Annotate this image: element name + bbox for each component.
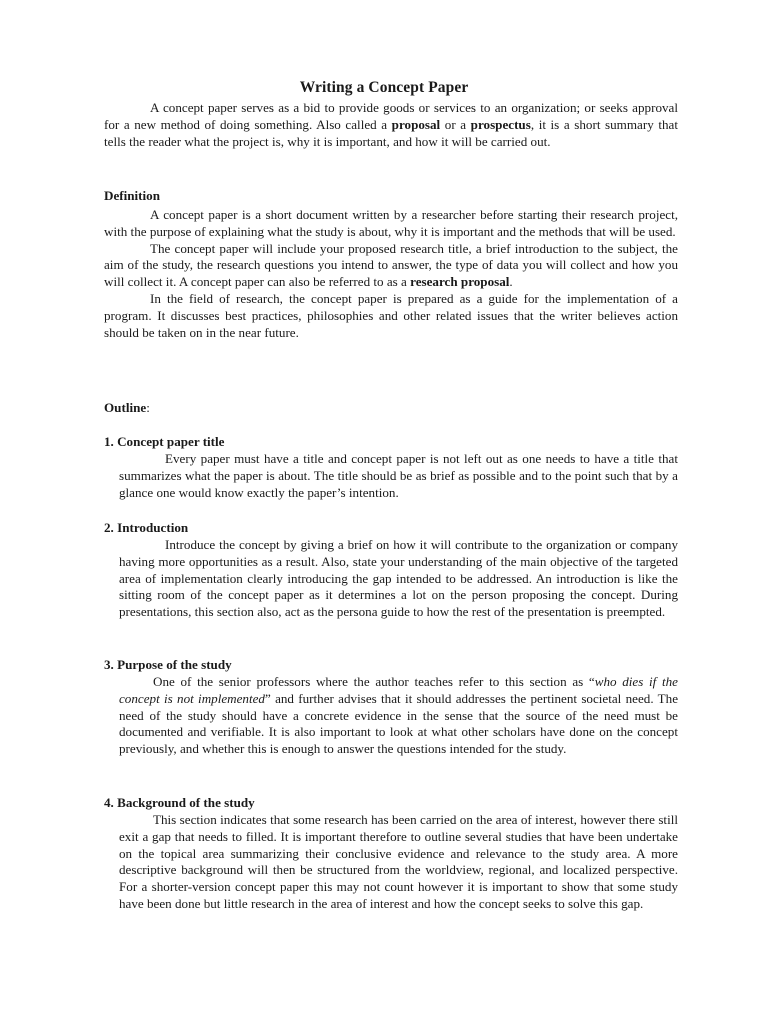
definition-text-2a: The concept paper will include your proposed research title, a brief introduction to the subject, the aim of the study, the research questions you intend to answer, the type of data you will collect and how you will collect it. A concept paper can also be referred to as a: [104, 240, 678, 290]
intro-text-or: or a: [440, 116, 471, 132]
section-2-paragraph: Introduce the concept by giving a brief on how it will contribute to the organization or company having more opportunities as a result. Also, state your understanding of the main objective of the targeted area of implementation clearly introducing the gap intended to be addressed. An introduction is like the sitting room of the concept paper as it determines a lot on the person proposing the concept. During presentations, this section also, act as the persona guide to how the rest of the presentation is preempted.: [119, 537, 678, 620]
outline-label: Outline: [104, 400, 147, 415]
proposal-term: proposal: [391, 116, 441, 132]
definition-section: [104, 207, 678, 341]
section-3-body: [119, 674, 678, 758]
section-1-body: [119, 451, 678, 501]
document-title: Writing a Concept Paper: [299, 79, 469, 96]
section-3-heading: 3. Purpose of the study: [104, 657, 232, 672]
definition-paragraph-2: [104, 241, 678, 291]
research-proposal-term: research proposal: [410, 274, 510, 290]
definition-paragraph-3: In the field of research, the concept paper is prepared as a guide for the implementation of a program. It discusses best practices, philosophies and other related issues that the writer believes action should be taken on in the near future.: [104, 290, 678, 340]
section-4-paragraph: This section indicates that some research has been carried on the area of interest, however there still exit a gap that needs to filled. It is important therefore to outline several studies that have been undertake on the topical area summarizing their conclusive evidence and relevance to the study area. A more descriptive background will then be structured from the worldview, regional, and localized perspective. For a shorter-version concept paper this may not count however it is important to show that some study have been done but little research in the area of interest and how the concept seeks to solve this gap.: [119, 812, 678, 911]
section-1-heading: 1. Concept paper title: [104, 434, 225, 449]
intro-text-2: , it is a short summary that tells the reader what the project is, why it is important, and how it will be carried out.: [104, 116, 678, 149]
definition-paragraph-1: A concept paper is a short document written by a researcher before starting their research project, with the purpose of explaining what the study is about, why it is important and the methods that will be used.: [104, 207, 678, 239]
definition-heading: Definition: [104, 188, 161, 203]
section-3-paragraph: [119, 674, 678, 758]
section-2-body: [119, 537, 678, 621]
intro-text-1: A concept paper serves as a bid to provide goods or services to an organization; or seeks approval for a new method of doing something. Also called a: [104, 100, 678, 132]
prospectus-term: prospectus: [470, 116, 531, 132]
intro-section: [104, 100, 678, 150]
section-1-paragraph: Every paper must have a title and concept paper is not left out as one needs to have a title that summarizes what the paper is about. The title should be as brief as possible and to the point such that by a glance one would know exactly the paper’s intention.: [119, 451, 678, 500]
outline-heading: [104, 400, 150, 417]
outline-colon: :: [146, 400, 150, 415]
section-4-body: [119, 812, 678, 913]
section-3-text-a: One of the senior professors where the author teaches refer to this section as “: [153, 674, 595, 689]
section-4-heading: 4. Background of the study: [104, 795, 255, 810]
section-2-heading: 2. Introduction: [104, 520, 189, 535]
intro-paragraph: [104, 100, 678, 150]
definition-text-2b: .: [509, 274, 513, 290]
section-3-italic-quote: who dies if the concept is not implemented: [119, 674, 678, 706]
section-3-text-b: ” and further advises that it should addresses the pertinent societal need. The need of the study should have a concrete evidence in the sense that the source of the need must be documented and verifiable. It is also important to look at what other scholars have done on the concept previously, and whether this is enough to answer the questions intended for the study.: [119, 690, 679, 757]
